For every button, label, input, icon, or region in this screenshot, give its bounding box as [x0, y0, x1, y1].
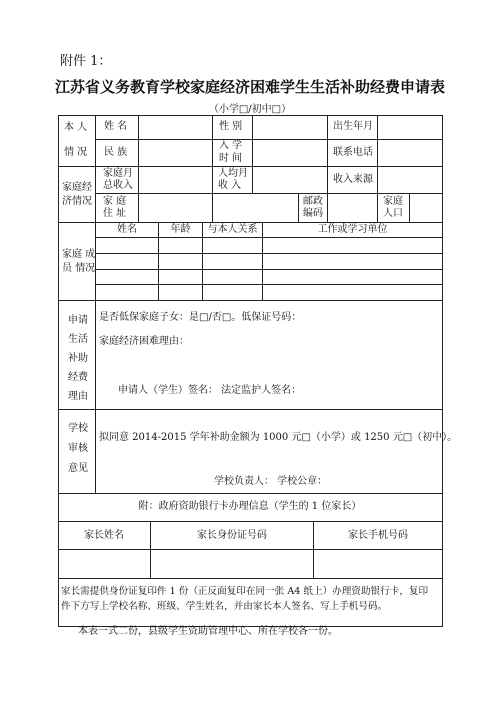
members-col-relation: 与本人关系 [207, 224, 258, 235]
per-capita-label-2: 收 入 [218, 180, 242, 191]
personal-group-label-2: 情 况 [64, 147, 88, 158]
economy-group-label-2: 济情况 [62, 196, 92, 207]
school-group-label-2: 审核 [68, 443, 88, 454]
birth-label: 出生年月 [333, 121, 373, 132]
bank-info-caption: 附：政府资助银行卡办理信息（学生的 1 位家长） [138, 501, 362, 512]
bank-col-parent-phone: 家长手机号码 [348, 530, 408, 541]
members-col-workplace: 工作或学习单位 [317, 224, 388, 235]
gender-label: 性 别 [219, 121, 243, 132]
members-group-label-1: 家庭 成 [62, 249, 96, 260]
applicant-signature-line: 申请人（学生）签名： 法定监护人签名： [118, 385, 302, 396]
ethnicity-label: 民 族 [104, 147, 128, 158]
copies-footnote: 本表一式二份，县级学生资助管理中心、所在学校各一份。 [78, 626, 338, 637]
family-income-label-2: 总收入 [103, 180, 133, 191]
personal-group-label-1: 本 人 [64, 122, 88, 133]
postcode-label-2: 编码 [303, 208, 323, 219]
application-group-label-3: 补助 [68, 353, 88, 364]
hardship-reason-label: 家庭经济困难理由： [99, 336, 189, 347]
postcode-label-1: 邮政 [303, 196, 323, 207]
application-group-label-5: 理由 [68, 391, 88, 402]
members-group-label-2: 员 情况 [62, 263, 96, 274]
school-signature-line: 学校负责人： 学校公章： [214, 476, 328, 487]
annex-label: 附件 1： [60, 54, 112, 69]
subsidy-approval-text: 拟同意 2014-2015 学年补助金额为 1000 元□（小学）或 1250 元□（初中）。 [99, 432, 458, 443]
bank-col-parent-name: 家长姓名 [84, 530, 124, 541]
application-group-label-4: 经费 [68, 372, 88, 383]
school-group-label-3: 意见 [68, 463, 88, 474]
economy-group-label-1: 家庭经 [62, 182, 92, 193]
application-group-label-2: 生活 [68, 334, 88, 345]
address-label-2: 住 址 [103, 208, 127, 219]
school-group-label-1: 学校 [68, 423, 88, 434]
bank-col-parent-id: 家长身份证号码 [197, 530, 267, 541]
enroll-label-2: 时 间 [219, 153, 243, 164]
form-title: 江苏省义务教育学校家庭经济困难学生生活补助经费申请表 [54, 78, 445, 96]
income-source-label: 收入来源 [333, 174, 373, 185]
population-label-1: 家庭 [383, 196, 403, 207]
low-income-question: 是否低保家庭子女：是□/否□。低保证号码： [99, 312, 302, 323]
name-label: 姓 名 [104, 121, 128, 132]
address-label-1: 家 庭 [103, 196, 127, 207]
notice-line-1: 家长需提供身份证复印件 1 份（正反面复印在同一张 A4 纸上）办理资助银行卡，复印 [61, 586, 429, 597]
family-income-label-1: 家庭月 [103, 168, 133, 179]
members-col-age: 年龄 [170, 224, 191, 235]
population-label-2: 人口 [383, 208, 403, 219]
application-group-label-1: 申请 [68, 315, 88, 326]
per-capita-label-1: 人均月 [218, 168, 248, 179]
enroll-label-1: 入 学 [219, 140, 243, 151]
members-col-name: 姓名 [117, 224, 137, 235]
form-subtitle: （小学□/初中□） [208, 104, 292, 115]
notice-line-2: 件下方写上学校名称、班级、学生姓名，并由家长本人签名、写上手机号码。 [61, 601, 388, 612]
phone-label: 联系电话 [333, 147, 373, 158]
